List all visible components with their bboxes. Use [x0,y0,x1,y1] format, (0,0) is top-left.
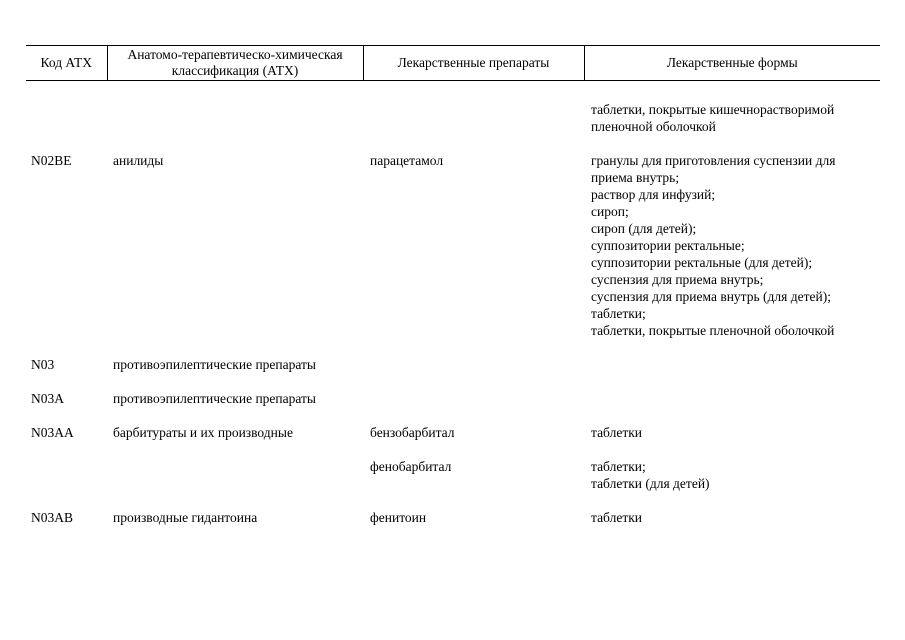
dosage-form-line: пленочной оболочкой [591,119,716,134]
drug-classification-table [26,45,880,526]
dosage-forms-cell [584,407,880,441]
table-row [26,135,880,339]
medicinal-product-cell: парацетамол [370,153,444,168]
atc-classification-cell: анилиды [113,153,164,168]
dosage-form-line: суппозитории ректальные; [591,238,745,253]
atc-classification-cell: барбитураты и их производные [113,425,293,440]
table-header [26,46,880,81]
atc-classification-cell [107,441,363,492]
dosage-form-line: гранулы для приготовления суспензии для [591,153,836,168]
atc-classification-cell: противоэпилептические препараты [113,357,316,372]
medicinal-product-cell: фенитоин [370,510,427,525]
medicinal-product-cell [363,339,584,373]
dosage-form-line: суппозитории ректальные (для детей); [591,255,813,270]
atc-code-cell [26,81,107,136]
medicinal-product-cell [363,81,584,136]
atc-code-cell: N03AA [31,425,74,440]
medicinal-product-cell [363,373,584,407]
dosage-forms-cell [584,81,880,136]
atc-code-cell: N03A [31,391,64,406]
dosage-forms-cell [584,373,880,407]
atc-classification-cell [107,81,363,136]
table-row [26,339,880,373]
atc-code-cell [26,441,107,492]
dosage-form-line: суспензия для приема внутрь; [591,272,764,287]
table-row [26,441,880,492]
atc-code-cell: N03 [31,357,55,372]
atc-code-cell: N03AB [31,510,74,525]
atc-classification-cell: производные гидантоина [113,510,258,525]
table-body [26,81,880,527]
table-row [26,81,880,136]
dosage-form-line: таблетки, покрытые пленочной оболочкой [591,323,835,338]
table-row [26,407,880,441]
header-row [26,46,880,81]
atc-code-cell: N02BE [31,153,72,168]
table-row [26,373,880,407]
dosage-form-line: таблетки; [591,459,646,474]
dosage-form-line: таблетки (для детей) [591,476,710,491]
dosage-form-line: суспензия для приема внутрь (для детей); [591,289,831,304]
header-medicinal-products: Лекарственные препараты [363,46,584,81]
dosage-forms-cell [584,441,880,492]
header-atc-code: Код АТХ [26,46,107,81]
dosage-form-line: таблетки [591,510,643,525]
header-dosage-forms: Лекарственные формы [584,46,880,81]
header-atc-classification: Анатомо-терапевтическо-химическая классификация (АТХ) [107,46,363,81]
dosage-form-line: таблетки; [591,306,646,321]
dosage-form-line: сироп; [591,204,629,219]
medicinal-product-cell: фенобарбитал [370,459,452,474]
dosage-form-line: сироп (для детей); [591,221,697,236]
dosage-forms-cell [584,135,880,339]
table-row [26,492,880,526]
atc-classification-cell: противоэпилептические препараты [113,391,316,406]
dosage-form-line: раствор для инфузий; [591,187,716,202]
dosage-form-line: таблетки, покрытые кишечнорастворимой [591,102,835,117]
dosage-forms-cell [584,339,880,373]
dosage-form-line: приема внутрь; [591,170,680,185]
dosage-form-line: таблетки [591,425,643,440]
dosage-forms-cell [584,492,880,526]
medicinal-product-cell: бензобарбитал [370,425,455,440]
